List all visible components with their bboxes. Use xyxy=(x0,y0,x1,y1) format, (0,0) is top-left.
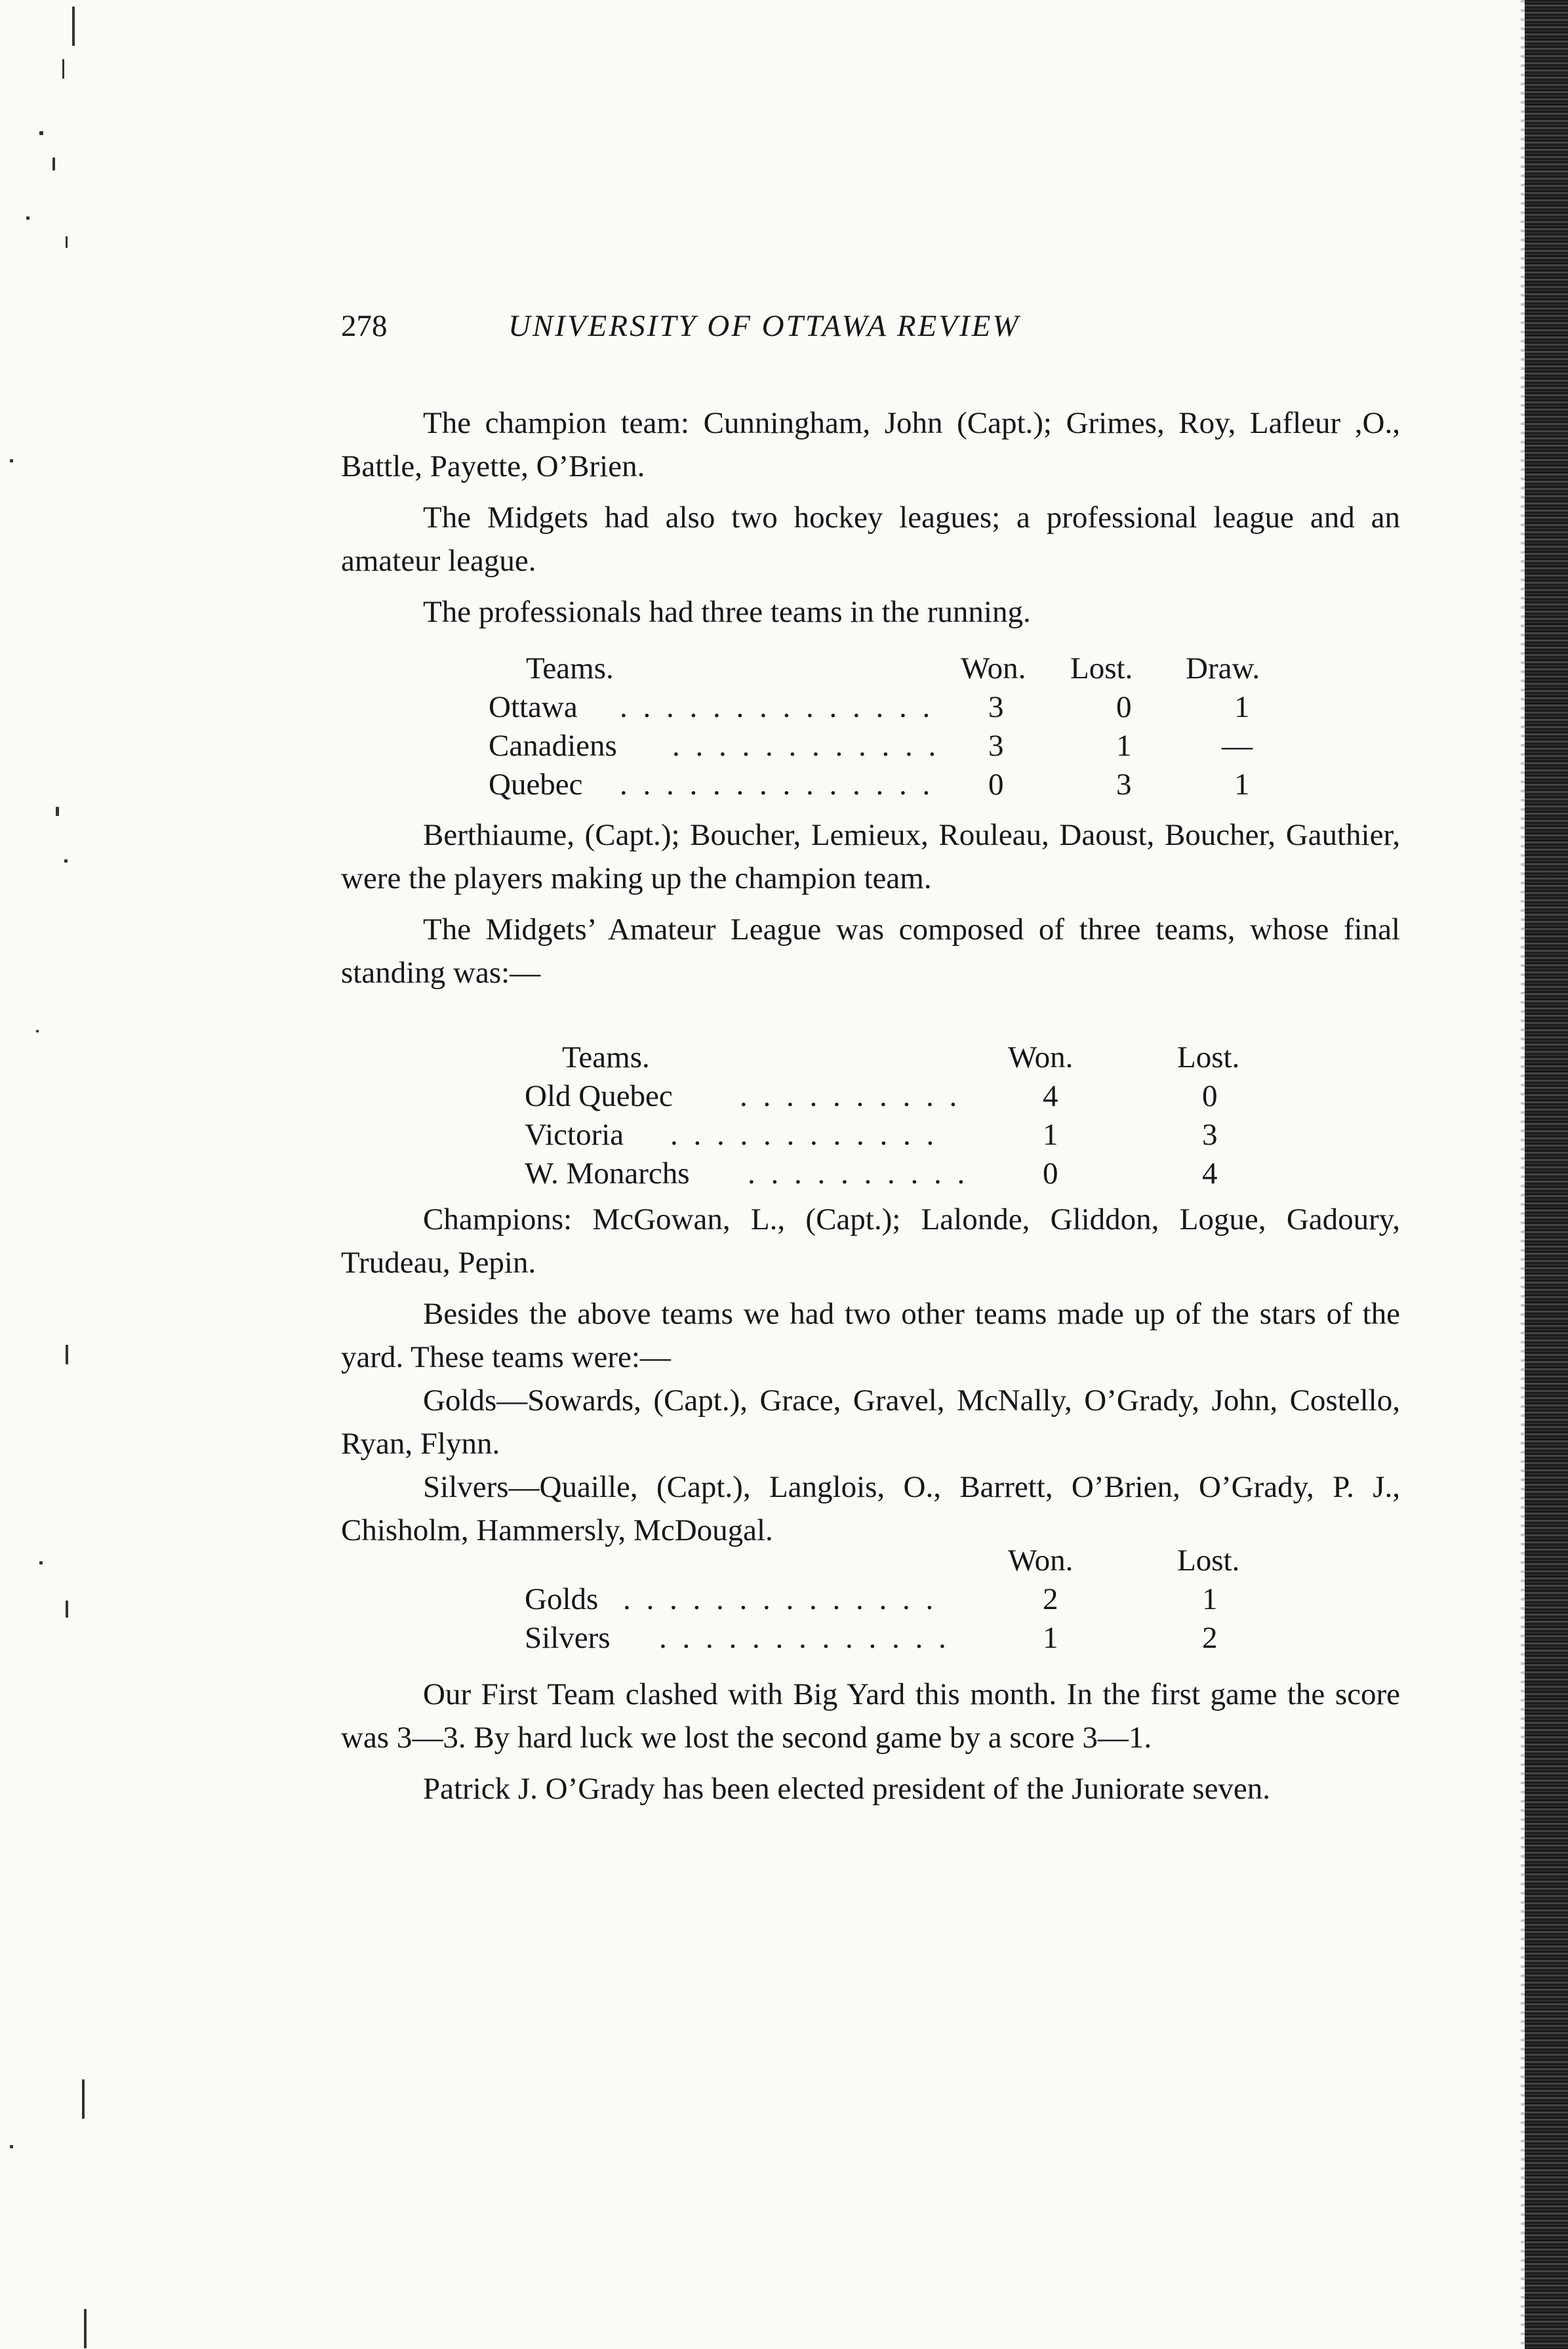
paragraph-silvers-roster: Silvers—Quaille, (Capt.), Langlois, O., Barrett, O’Brien, O’Grady, P. J., Chisholm, Hammersly, McDougal. xyxy=(341,1470,1400,1547)
table-row xyxy=(525,1077,1272,1116)
speck xyxy=(52,157,55,171)
speck xyxy=(66,236,68,248)
won-value: 4 xyxy=(1043,1079,1058,1113)
lost-value: 0 xyxy=(1116,690,1132,724)
paragraph-champion-team: The champion team: Cunningham, John (Capt.); Grimes, Roy, Lafleur ,O., Battle, Payette, O’Brien. xyxy=(341,406,1400,483)
speck xyxy=(62,59,64,79)
running-title: UNIVERSITY OF OTTAWA REVIEW xyxy=(508,309,1020,343)
dot-leader: . . . . . . . . . . xyxy=(740,1079,961,1113)
draw-value: — xyxy=(1222,729,1253,763)
dot-leader: . . . . . . . . . . . . . . xyxy=(620,767,935,802)
paragraph-first-team: Our First Team clashed with Big Yard this month. In the first game the score was 3—3. By hard luck we lost the second game by a score 3—1. xyxy=(341,1677,1400,1755)
dot-leader: . . . . . . . . . . . . xyxy=(670,1118,938,1152)
table-row xyxy=(525,1154,1272,1193)
paragraph-hockey-leagues: The Midgets had also two hockey leagues; a professional league and an amateur league. xyxy=(341,500,1400,578)
lost-value: 1 xyxy=(1116,729,1132,763)
text-block-lower xyxy=(341,1198,1400,1552)
dot-leader: . . . . . . . . . . . . . xyxy=(659,1621,950,1655)
table-row xyxy=(525,1580,1272,1619)
won-value: 1 xyxy=(1043,1118,1058,1152)
won-value: 2 xyxy=(1043,1582,1058,1616)
paragraph-amateur-league: The Midgets’ Amateur League was composed of three teams, whose final standing was:— xyxy=(341,912,1400,990)
team-name: Ottawa xyxy=(489,690,578,724)
speck xyxy=(10,2145,13,2148)
speck xyxy=(84,2309,87,2348)
dot-leader: . . . . . . . . . . . . . . xyxy=(623,1582,938,1616)
stars-standings-table xyxy=(525,1542,1272,1658)
table-header-row xyxy=(525,1542,1272,1580)
speck xyxy=(39,1561,43,1564)
team-name: Golds xyxy=(525,1582,599,1616)
lost-value: 3 xyxy=(1202,1118,1218,1152)
paragraph-amateur-champions: Champions: McGowan, L., (Capt.); Lalonde, Gliddon, Logue, Gadoury, Trudeau, Pepin. xyxy=(341,1202,1400,1280)
speck xyxy=(72,7,75,46)
lost-value: 0 xyxy=(1202,1079,1218,1113)
lost-value: 1 xyxy=(1202,1582,1218,1616)
dot-leader: . . . . . . . . . . . . . . xyxy=(620,690,935,724)
table-row xyxy=(525,1116,1272,1154)
speck xyxy=(26,216,30,220)
table-row xyxy=(489,727,1302,766)
draw-value: 1 xyxy=(1234,690,1250,724)
column-header-teams: Teams. xyxy=(562,1040,650,1074)
paragraph-president: Patrick J. O’Grady has been elected president of the Juniorate seven. xyxy=(423,1772,1271,1806)
won-value: 0 xyxy=(1043,1156,1058,1191)
lost-value: 3 xyxy=(1116,767,1132,802)
column-header-won: Won. xyxy=(1008,1040,1074,1074)
speck xyxy=(66,1345,68,1364)
team-name: Canadiens xyxy=(489,729,617,763)
table-header-row xyxy=(489,649,1302,688)
column-header-draw: Draw. xyxy=(1186,651,1260,685)
dot-leader: . . . . . . . . . . . . xyxy=(672,729,940,763)
margin-specks xyxy=(0,0,92,2349)
column-header-teams: Teams. xyxy=(526,651,614,685)
won-value: 1 xyxy=(1043,1621,1058,1655)
column-header-lost: Lost. xyxy=(1177,1040,1240,1074)
speck xyxy=(10,459,13,462)
lost-value: 4 xyxy=(1202,1156,1218,1191)
column-header-won: Won. xyxy=(1008,1543,1074,1578)
table-row xyxy=(525,1619,1272,1658)
team-name: Silvers xyxy=(525,1621,611,1655)
amateur-standings-table xyxy=(525,1038,1272,1193)
team-name: Old Quebec xyxy=(525,1079,673,1113)
text-block-top xyxy=(341,401,1400,642)
column-header-lost: Lost. xyxy=(1070,651,1133,685)
draw-value: 1 xyxy=(1234,767,1250,802)
speck xyxy=(64,859,68,863)
dot-leader: . . . . . . . . . . xyxy=(748,1156,969,1191)
speck xyxy=(82,2079,85,2119)
column-header-won: Won. xyxy=(961,651,1026,685)
team-name: Victoria xyxy=(525,1118,624,1152)
page-edge-shadow xyxy=(1525,0,1568,2349)
text-block-middle xyxy=(341,813,1400,1002)
paragraph-professional-champions: Berthiaume, (Capt.); Boucher, Lemieux, Rouleau, Daoust, Boucher, Gauthier, were the players making up the champion team. xyxy=(341,818,1400,895)
lost-value: 2 xyxy=(1202,1621,1218,1655)
team-name: Quebec xyxy=(489,767,583,802)
speck xyxy=(36,1030,39,1032)
paragraph-other-teams: Besides the above teams we had two other teams made up of the stars of the yard. These teams were:— xyxy=(341,1297,1400,1374)
table-row xyxy=(489,766,1302,804)
won-value: 3 xyxy=(988,729,1004,763)
won-value: 3 xyxy=(988,690,1004,724)
paragraph-golds-roster: Golds—Sowards, (Capt.), Grace, Gravel, McNally, O’Grady, John, Costello, Ryan, Flynn. xyxy=(341,1383,1400,1461)
page-header xyxy=(341,308,1400,354)
team-name: W. Monarchs xyxy=(525,1156,690,1191)
paragraph-professionals: The professionals had three teams in the running. xyxy=(423,595,1031,629)
speck xyxy=(66,1601,68,1618)
speck xyxy=(39,131,43,135)
table-header-row xyxy=(525,1038,1272,1077)
column-header-lost: Lost. xyxy=(1177,1543,1240,1578)
speck xyxy=(56,807,59,816)
text-block-bottom xyxy=(341,1673,1400,1818)
page-number: 278 xyxy=(341,309,388,343)
won-value: 0 xyxy=(988,767,1004,802)
professional-standings-table xyxy=(489,649,1302,804)
table-row xyxy=(489,688,1302,727)
